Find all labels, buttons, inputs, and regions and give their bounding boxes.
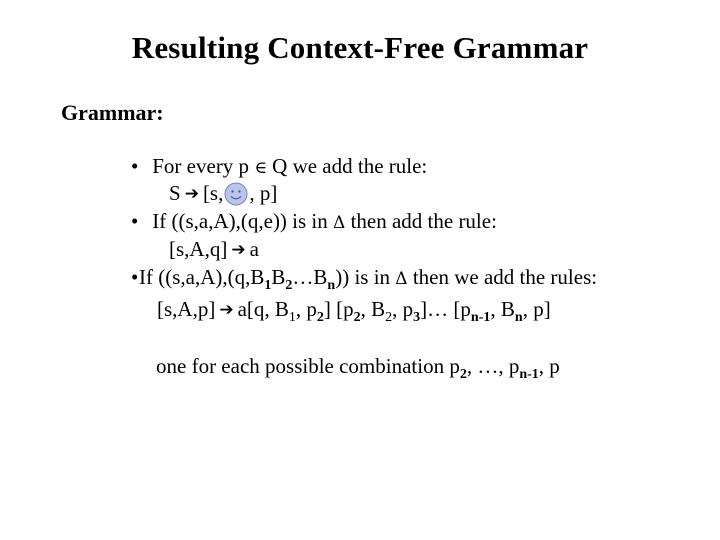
- bullet: •: [131, 154, 139, 178]
- rule2-line1: [131, 209, 497, 234]
- rule1-line2: [169, 181, 277, 212]
- rule1-line1: [131, 154, 427, 179]
- rule3-text-c: …B: [292, 265, 328, 289]
- rule3-rhs-part: ] [p: [323, 297, 354, 321]
- rule3-rhs-part: , B: [490, 297, 515, 321]
- rule1-lhs: S: [169, 181, 181, 205]
- subscript: 3: [413, 310, 421, 325]
- rule3-rhs-part: , p: [295, 297, 317, 321]
- subscript: 2: [285, 278, 293, 293]
- rule3-rhs-part: ]… [p: [420, 297, 471, 321]
- rule3-rhs-part: , B: [360, 297, 386, 321]
- rule3-text-a: If ((s,a,A),(q,B: [139, 265, 265, 289]
- subscript: n-1: [470, 310, 491, 325]
- subscript: n-1: [519, 367, 539, 382]
- delta-symbol: Δ: [395, 269, 408, 289]
- arrow-icon: ➔: [231, 240, 246, 260]
- slide-title: Resulting Context-Free Grammar: [131, 30, 589, 65]
- rule3-line2: [157, 297, 551, 325]
- rule3-rhs-part: a[q, B: [237, 297, 289, 321]
- subscript: n: [514, 310, 523, 325]
- element-of-symbol: ∈: [254, 158, 267, 178]
- note-text: one for each possible combination p: [156, 354, 460, 378]
- delta-symbol: Δ: [333, 213, 346, 233]
- note-text: , …, p: [466, 354, 520, 378]
- rule3-text-e: then we add the rules:: [412, 265, 598, 289]
- rule3-rhs-part: , p]: [522, 297, 551, 321]
- rule1-rhs-b: , p]: [249, 181, 278, 205]
- rule2-text-b: then add the rule:: [350, 209, 497, 233]
- subscript: 2: [459, 367, 467, 382]
- rule1-rhs-a: [s,: [202, 181, 224, 205]
- subscript: 2: [353, 310, 361, 325]
- rule1-text-a: For every p: [152, 154, 250, 178]
- subscript: 2: [316, 310, 324, 325]
- grammar-heading: Grammar:: [61, 100, 164, 125]
- rule3-lhs: [s,A,p]: [157, 297, 216, 321]
- rule2-lhs: [s,A,q]: [169, 237, 228, 261]
- bullet: •: [131, 209, 139, 233]
- subscript: 1: [288, 310, 296, 325]
- arrow-icon: ➔: [184, 184, 199, 204]
- rule2-rhs: a: [249, 237, 259, 261]
- rule3-rhs-part: , p: [392, 297, 414, 321]
- smiley-face-icon: [224, 182, 248, 212]
- combination-note: [156, 354, 560, 382]
- rule3-line1: [131, 265, 598, 293]
- rule3-text-b: B: [271, 265, 286, 289]
- rule2-line2: [169, 237, 259, 262]
- bullet: •: [131, 265, 139, 289]
- subscript: n: [327, 278, 336, 293]
- rule2-text-a: If ((s,a,A),(q,e)) is in: [152, 209, 328, 233]
- note-text: , p: [538, 354, 560, 378]
- arrow-icon: ➔: [219, 300, 234, 320]
- subscript: 1: [264, 278, 272, 293]
- rule1-text-b: Q we add the rule:: [272, 154, 428, 178]
- subscript: 2: [385, 310, 393, 325]
- rule3-text-d: )) is in: [335, 265, 391, 289]
